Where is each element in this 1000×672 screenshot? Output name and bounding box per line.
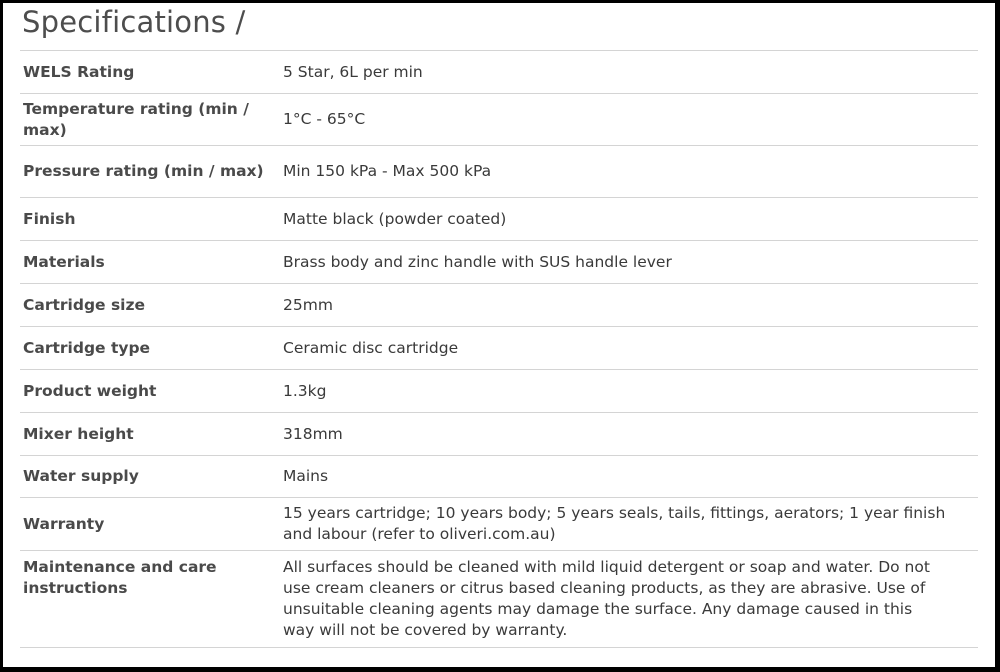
spec-label: Water supply (23, 467, 139, 485)
table-row (20, 51, 978, 94)
page-title: Specifications / (22, 5, 246, 39)
spec-value: 318mm (283, 424, 343, 443)
table-row (20, 413, 978, 456)
spec-label: Mixer height (23, 424, 134, 443)
spec-value: 1°C - 65°C (283, 110, 366, 128)
table-row (20, 241, 978, 284)
table-row (20, 284, 978, 327)
spec-label: Materials (23, 252, 105, 271)
spec-value: 25mm (283, 295, 333, 314)
spec-value: 5 Star, 6L per min (283, 62, 423, 81)
spec-value: All surfaces should be cleaned with mild liquid detergent or soap and water. Do not use cream cleaners or citrus based cleaning products, as they are abrasive. Use of unsuitable cleaning agents may damage the surface. Any damage caused in this way will not be covered by warranty. (283, 558, 930, 639)
table-row (20, 498, 978, 551)
spec-value: 15 years cartridge; 10 years body; 5 years seals, tails, fittings, aerators; 1 year finish and labour (refer to oliveri.com.au) (283, 504, 946, 543)
spec-value: Ceramic disc cartridge (283, 338, 459, 357)
table-row (20, 456, 978, 498)
table-row (20, 370, 978, 413)
specifications-table (20, 50, 978, 648)
spec-label: Warranty (23, 514, 105, 533)
spec-value: 1.3kg (283, 381, 327, 400)
table-row (20, 146, 978, 198)
table-row (20, 94, 978, 146)
spec-label: Pressure rating (min / max) (23, 162, 264, 180)
spec-label: WELS Rating (23, 62, 135, 81)
spec-label: Finish (23, 209, 76, 228)
page-frame (3, 3, 995, 667)
spec-label: Product weight (23, 381, 157, 400)
spec-value: Matte black (powder coated) (283, 209, 507, 228)
table-row (20, 551, 978, 648)
table-row (20, 198, 978, 241)
spec-label: Cartridge type (23, 338, 151, 357)
spec-value: Min 150 kPa - Max 500 kPa (283, 162, 492, 180)
spec-label: Maintenance and care instructions (23, 558, 217, 597)
spec-value: Mains (283, 467, 329, 485)
table-row (20, 327, 978, 370)
spec-label: Cartridge size (23, 295, 146, 314)
spec-label: Temperature rating (min / max) (23, 99, 249, 139)
spec-value: Brass body and zinc handle with SUS handle lever (283, 252, 672, 271)
